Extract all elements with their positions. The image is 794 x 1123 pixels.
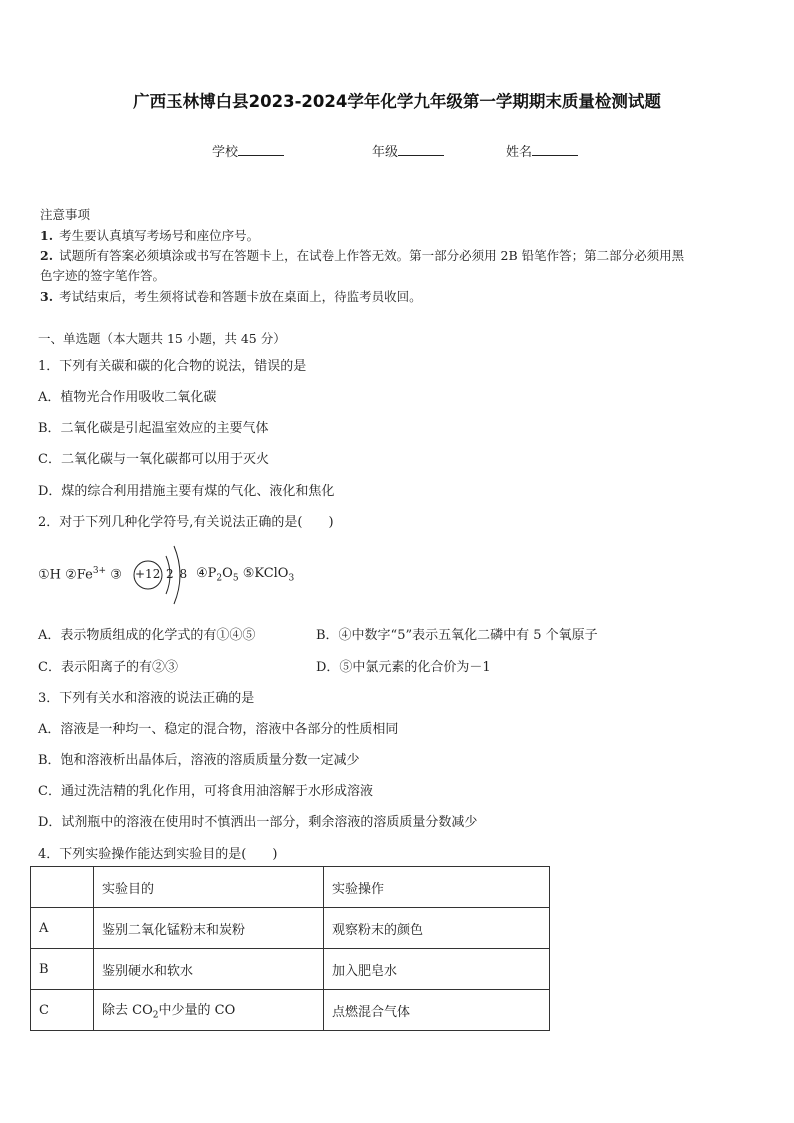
table-cell: C xyxy=(31,990,94,1031)
table-header-row xyxy=(31,867,550,908)
question-2-stem: 2．对于下列几种化学符号,有关说法正确的是( ) xyxy=(38,515,334,530)
table-row xyxy=(31,908,550,949)
school-label: 学校 xyxy=(212,145,239,160)
q1-option-b: B．二氧化碳是引起温室效应的主要气体 xyxy=(38,421,269,436)
school-blank[interactable] xyxy=(238,143,284,156)
question-4-stem: 4．下列实验操作能达到实验目的是( ) xyxy=(38,847,278,862)
q2-option-b: B．④中数字“5”表示五氧化二磷中有 5 个氧原子 xyxy=(316,628,598,643)
note-item: 2. 试题所有答案必须填涂或书写在答题卡上，在试卷上作答无效。第一部分必须用 2B 铅笔作答；第二部分必须用黑 xyxy=(40,248,685,263)
table-header-cell: 实验操作 xyxy=(324,867,550,908)
q3-option-d: D．试剂瓶中的溶液在使用时不慎洒出一部分，剩余溶液的溶质质量分数减少 xyxy=(38,815,478,830)
q1-option-c: C．二氧化碳与一氧化碳都可以用于灭火 xyxy=(38,452,269,467)
electron-shells: 2 8 xyxy=(166,567,188,581)
chemical-symbols-row: ①H $②Fe^{3+}$ ③ xyxy=(38,566,122,583)
q1-option-a: A．植物光合作用吸收二氧化碳 xyxy=(38,390,217,405)
note-item: 1. 考生要认真填写考场号和座位序号。 xyxy=(40,228,260,243)
table-row xyxy=(31,990,550,1031)
table-cell: 加入肥皂水 xyxy=(324,949,550,990)
grade-blank[interactable] xyxy=(398,143,444,156)
q2-option-a: A．表示物质组成的化学式的有①④⑤ xyxy=(38,628,256,643)
table-cell: 除去 $CO_2$中少量的 CO xyxy=(94,990,324,1031)
table-cell: 观察粉末的颜色 xyxy=(324,908,550,949)
q2-option-c: C．表示阳离子的有②③ xyxy=(38,660,178,675)
section-heading: 一、单选题（本大题共 15 小题，共 45 分） xyxy=(38,331,286,346)
name-field xyxy=(506,141,578,160)
table-cell: B xyxy=(31,949,94,990)
table-header-cell: 实验目的 xyxy=(94,867,324,908)
chemical-symbols-row-2: $④P_2O_5$ ⑤KClO$_3$ xyxy=(196,566,295,584)
table-cell: 鉴别硬水和软水 xyxy=(94,949,324,990)
grade-field xyxy=(372,141,444,160)
notes-heading: 注意事项 xyxy=(40,207,91,222)
q1-option-d: D．煤的综合利用措施主要有煤的气化、液化和焦化 xyxy=(38,484,335,499)
atom-structure-diagram xyxy=(132,540,192,610)
nucleus-charge: +12 xyxy=(135,567,161,581)
grade-label: 年级 xyxy=(372,145,399,160)
table-cell: 鉴别二氧化锰粉末和炭粉 xyxy=(94,908,324,949)
name-blank[interactable] xyxy=(532,143,578,156)
question-3-stem: 3．下列有关水和溶液的说法正确的是 xyxy=(38,691,255,706)
table-header-cell xyxy=(31,867,94,908)
name-label: 姓名 xyxy=(506,145,533,160)
q3-option-a: A．溶液是一种均一、稳定的混合物，溶液中各部分的性质相同 xyxy=(38,722,399,737)
note-item-continued: 色字迹的签字笔作答。 xyxy=(40,268,166,283)
q3-option-c: C．通过洗洁精的乳化作用，可将食用油溶解于水形成溶液 xyxy=(38,784,373,799)
page-title: 广西玉林博白县2023-2024学年化学九年级第一学期期末质量检测试题 xyxy=(133,92,661,111)
table-cell: 点燃混合气体 xyxy=(324,990,550,1031)
note-item: 3. 考试结束后，考生须将试卷和答题卡放在桌面上，待监考员收回。 xyxy=(40,289,422,304)
school-field xyxy=(212,141,284,160)
question-1-stem: 1．下列有关碳和碳的化合物的说法，错误的是 xyxy=(38,359,307,374)
q3-option-b: B．饱和溶液析出晶体后，溶液的溶质质量分数一定减少 xyxy=(38,753,360,768)
table-cell: A xyxy=(31,908,94,949)
table-row xyxy=(31,949,550,990)
q2-option-d: D．⑤中氯元素的化合价为－1 xyxy=(316,660,491,675)
experiment-table xyxy=(30,866,550,1031)
